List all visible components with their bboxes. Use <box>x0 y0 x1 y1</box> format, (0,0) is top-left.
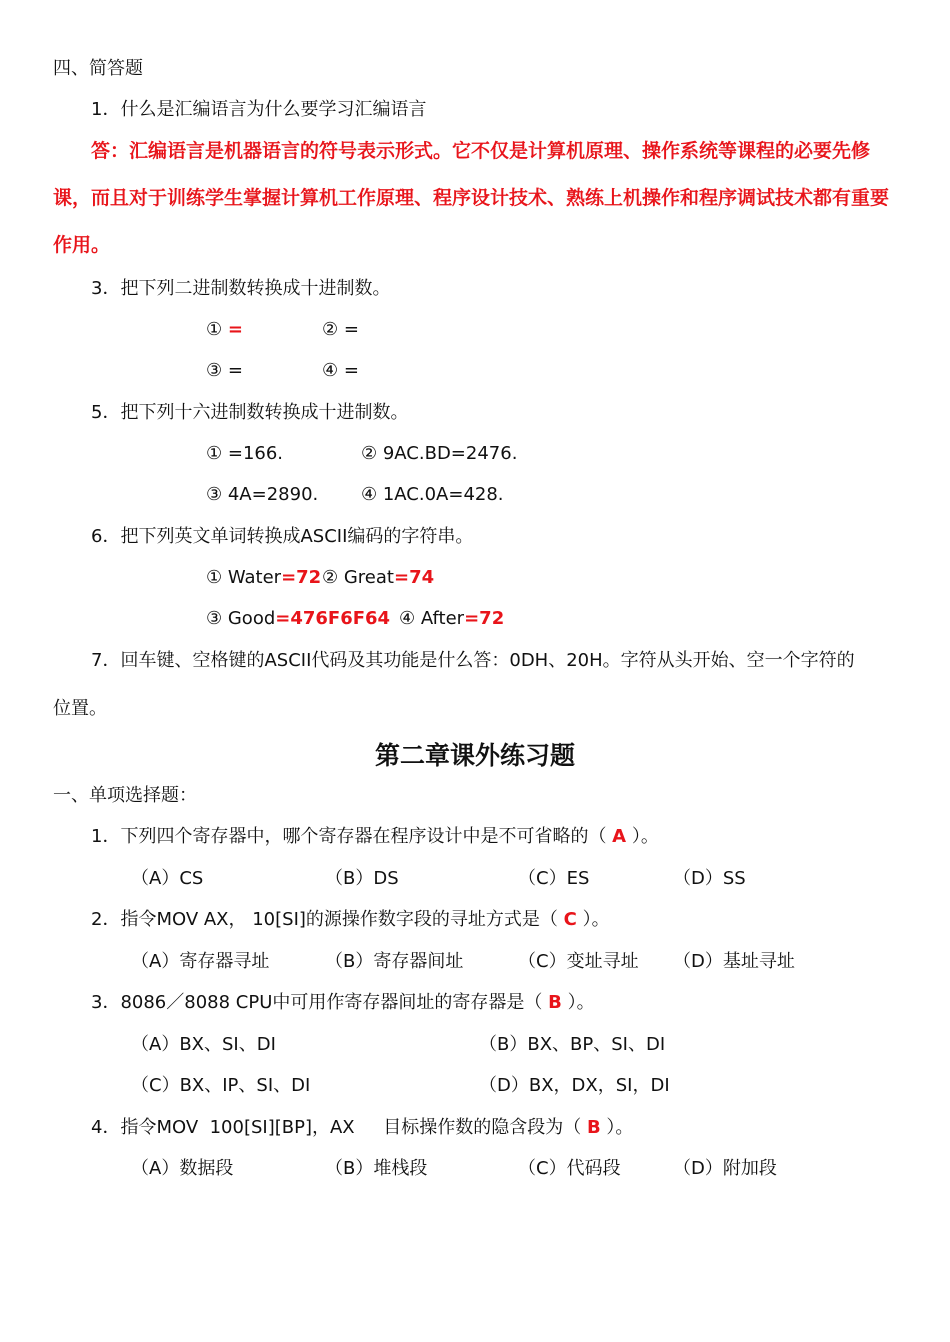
q3-item-a <box>206 318 243 342</box>
q3-item-a-label: ① <box>206 319 223 340</box>
section-heading: 四、简答题 <box>53 58 143 79</box>
q6-item-d-answer: =72 <box>464 608 505 629</box>
q5-item-d: ④ 1AC.0A=428. <box>361 484 504 505</box>
q3-item-b: ② = <box>322 319 359 340</box>
q6-item-b <box>322 566 434 590</box>
q4-option-b: （B）堆栈段 <box>325 1158 428 1179</box>
choice-question-1-text: 1．下列四个寄存器中，哪个寄存器在程序设计中是不可省略的（ <box>91 826 613 847</box>
choice-heading: 一、单项选择题： <box>53 785 197 806</box>
choice-question-2 <box>91 908 610 932</box>
q1-option-a: （A）CS <box>131 868 204 889</box>
q6-item-b-label: ② Great <box>322 567 394 588</box>
q6-item-c-label: ③ Good <box>206 608 276 629</box>
question-7-line-2: 位置。 <box>53 698 107 719</box>
chapter-title: 第二章课外练习题 <box>374 741 575 770</box>
q6-item-d-label: ④ After <box>399 608 465 629</box>
choice-question-3 <box>91 991 595 1015</box>
question-7-line-1: 7．回车键、空格键的ASCII代码及其功能是什么答：0DH、20H。字符从头开始、空一个字符的 <box>91 650 855 671</box>
choice-question-1 <box>91 825 659 849</box>
q1-option-d: （D）SS <box>673 868 746 889</box>
answer-1: 答：汇编语言是机器语言的符号表示形式。它不仅是计算机原理、操作系统等课程的必要先修课，而且对于训练学生掌握计算机工作原理、程序设计技术、熟练上机操作和程序调试技术都有重要作用。 <box>53 140 890 256</box>
question-3: 3．把下列二进制数转换成十进制数。 <box>91 278 391 299</box>
choice-question-4-text: 4．指令MOV 100[SI][BP]，AX 目标操作数的隐含段为（ <box>91 1117 587 1138</box>
question-6: 6．把下列英文单词转换成ASCII编码的字符串。 <box>91 526 474 547</box>
choice-question-4-end: ）。 <box>600 1117 634 1138</box>
choice-question-3-end: ）。 <box>561 992 595 1013</box>
q5-item-c: ③ 4A=2890. <box>206 484 319 505</box>
choice-question-3-answer: B <box>548 992 562 1013</box>
q1-option-c: （C）ES <box>518 868 590 889</box>
q3-item-a-eq: = <box>227 319 243 340</box>
q6-item-b-answer: =74 <box>393 567 435 588</box>
q5-item-a: ① =166. <box>206 443 284 464</box>
q2-option-c: （C）变址寻址 <box>518 951 639 972</box>
q3-item-d: ④ = <box>322 360 359 381</box>
q2-option-d: （D）基址寻址 <box>673 951 795 972</box>
q6-item-c-answer: =476F6F64 <box>275 608 391 629</box>
q3-option-a: （A）BX、SI、DI <box>131 1034 276 1055</box>
q6-item-a-label: ① Water <box>206 567 282 588</box>
q4-option-d: （D）附加段 <box>673 1158 777 1179</box>
q2-option-b: （B）寄存器间址 <box>325 951 464 972</box>
choice-question-3-text: 3．8086／8088 CPU中可用作寄存器间址的寄存器是（ <box>91 992 549 1013</box>
q1-option-b: （B）DS <box>325 868 399 889</box>
q4-option-c: （C）代码段 <box>518 1158 621 1179</box>
choice-question-2-end: ）。 <box>576 909 610 930</box>
choice-question-4 <box>91 1116 633 1140</box>
choice-question-1-end: ）。 <box>626 826 659 847</box>
q6-item-d <box>399 607 504 631</box>
q3-item-c: ③ = <box>206 360 243 381</box>
q6-item-c <box>206 607 390 631</box>
choice-question-1-answer: A <box>612 826 627 847</box>
q3-option-c: （C）BX、IP、SI、DI <box>131 1075 311 1096</box>
q4-option-a: （A）数据段 <box>131 1158 234 1179</box>
q6-item-a <box>206 566 321 590</box>
choice-question-4-answer: B <box>586 1117 601 1138</box>
q6-item-a-answer: =72 <box>281 567 322 588</box>
q3-option-b: （B）BX、BP、SI、DI <box>479 1034 666 1055</box>
question-5: 5．把下列十六进制数转换成十进制数。 <box>91 402 409 423</box>
q5-item-b: ② 9AC.BD=2476. <box>361 443 518 464</box>
question-1: 1．什么是汇编语言为什么要学习汇编语言 <box>91 99 427 120</box>
q3-option-d: （D）BX，DX，SI，DI <box>479 1075 670 1096</box>
q2-option-a: （A）寄存器寻址 <box>131 951 270 972</box>
choice-question-2-text: 2．指令MOV AX， 10[SI]的源操作数字段的寻址方式是（ <box>91 909 564 930</box>
choice-question-2-answer: C <box>563 909 577 930</box>
